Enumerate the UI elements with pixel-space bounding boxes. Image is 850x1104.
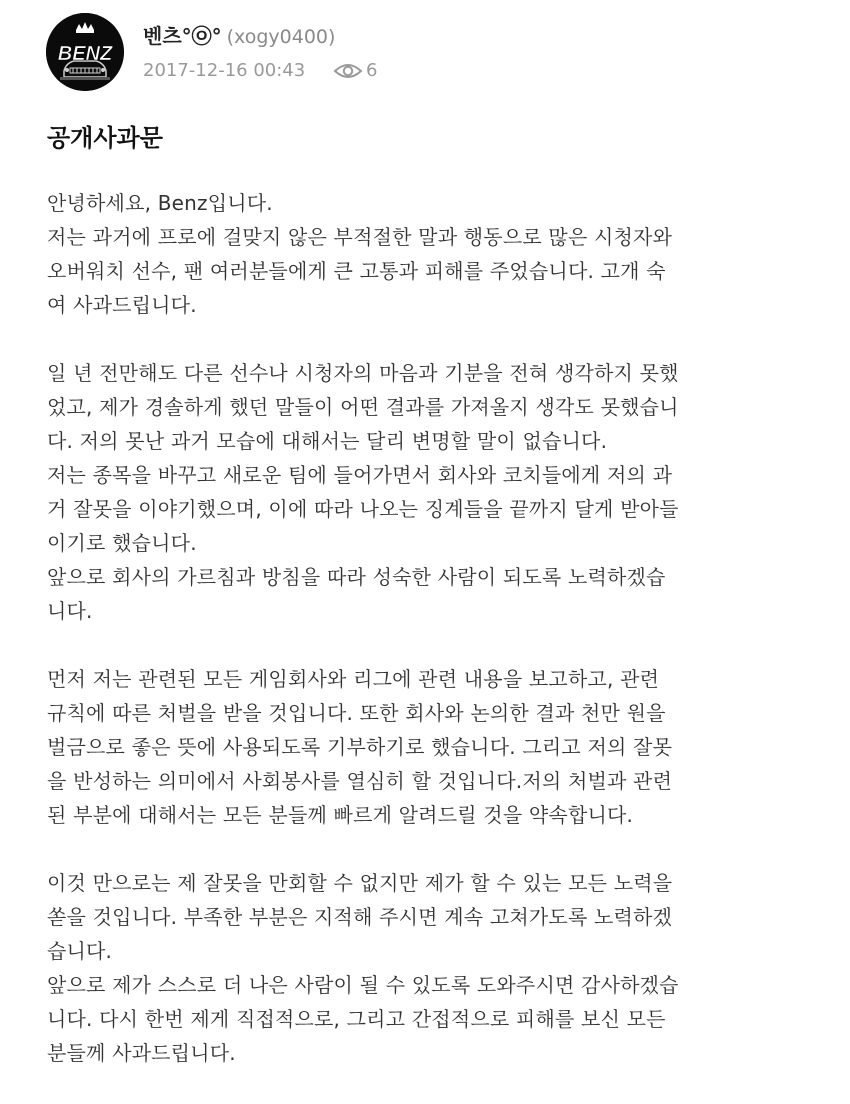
body-paragraph xyxy=(47,662,817,832)
body-line: 을 반성하는 의미에서 사회봉사를 열심히 할 것입니다.저의 처벌과 관련 xyxy=(47,769,673,793)
post-header xyxy=(46,13,806,91)
body-line: 었고, 제가 경솔하게 했던 말들이 어떤 결과를 가져올지 생각도 못했습니 xyxy=(47,395,679,419)
body-line: 일 년 전만해도 다른 선수나 시청자의 마음과 기분을 전혀 생각하지 못했 xyxy=(47,361,679,385)
body-line: 된 부분에 대해서는 모든 분들께 빠르게 알려드릴 것을 약속합니다. xyxy=(47,803,634,827)
body-line: 습니다. xyxy=(47,939,113,963)
body-line: 저는 과거에 프로에 걸맞지 않은 부적절한 말과 행동으로 많은 시청자와 xyxy=(47,225,673,249)
avatar-text: BENZ xyxy=(57,43,113,65)
body-line: 다. 저의 못난 과거 모습에 대해서는 달리 변명할 말이 없습니다. xyxy=(47,429,608,453)
post-meta xyxy=(143,58,377,84)
body-line: 규칙에 따른 처벌을 받을 것입니다. 또한 회사와 논의한 결과 천만 원을 xyxy=(47,701,666,725)
body-line: 벌금으로 좋은 뜻에 사용되도록 기부하기로 했습니다. 그리고 저의 잘못 xyxy=(47,735,673,759)
eye-icon xyxy=(333,60,363,80)
view-count: 6 xyxy=(365,60,378,81)
body-paragraph xyxy=(47,866,817,1070)
benz-logo-icon xyxy=(46,13,124,91)
body-line: 이것 만으로는 제 잘못을 만회할 수 없지만 제가 할 수 있는 모든 노력을 xyxy=(47,871,673,895)
avatar[interactable] xyxy=(46,13,124,91)
body-line: 니다. 다시 한번 제게 직접적으로, 그리고 간접적으로 피해를 보신 모든 xyxy=(47,1007,666,1031)
body-line: 오버워치 선수, 팬 여러분들에게 큰 고통과 피해를 주었습니다. 고개 숙 xyxy=(47,259,666,283)
post-body xyxy=(47,186,817,1104)
view-counter xyxy=(333,58,377,84)
body-line: 거 잘못을 이야기했으며, 이에 따라 나오는 징계들을 끝까지 달게 받아들 xyxy=(47,497,679,521)
post-title: 공개사과문 xyxy=(47,124,163,152)
body-line: 니다. xyxy=(47,599,93,623)
author-id: (xogy0400) xyxy=(226,26,336,48)
body-paragraph xyxy=(47,186,817,322)
author-line xyxy=(143,23,335,51)
body-line: 앞으로 회사의 가르침과 방침을 따라 성숙한 사람이 되도록 노력하겠습 xyxy=(47,565,666,589)
body-line: 앞으로 제가 스스로 더 나은 사람이 될 수 있도록 도와주시면 감사하겠습 xyxy=(47,973,679,997)
body-line: 저는 종목을 바꾸고 새로운 팀에 들어가면서 회사와 코치들에게 저의 과 xyxy=(47,463,673,487)
body-paragraph xyxy=(47,356,817,628)
body-line: 여 사과드립니다. xyxy=(47,293,197,317)
author-name[interactable]: 벤츠°㉧° xyxy=(143,24,222,48)
post-date: 2017-12-16 00:43 xyxy=(143,60,306,81)
body-line: 안녕하세요, Benz입니다. xyxy=(47,191,273,215)
body-line: 쏟을 것입니다. 부족한 부분은 지적해 주시면 계속 고쳐가도록 노력하겠 xyxy=(47,905,673,929)
body-line: 분들께 사과드립니다. xyxy=(47,1041,236,1065)
body-line: 먼저 저는 관련된 모든 게임회사와 리그에 관련 내용을 보고하고, 관련 xyxy=(47,667,660,691)
body-line: 이기로 했습니다. xyxy=(47,531,197,555)
